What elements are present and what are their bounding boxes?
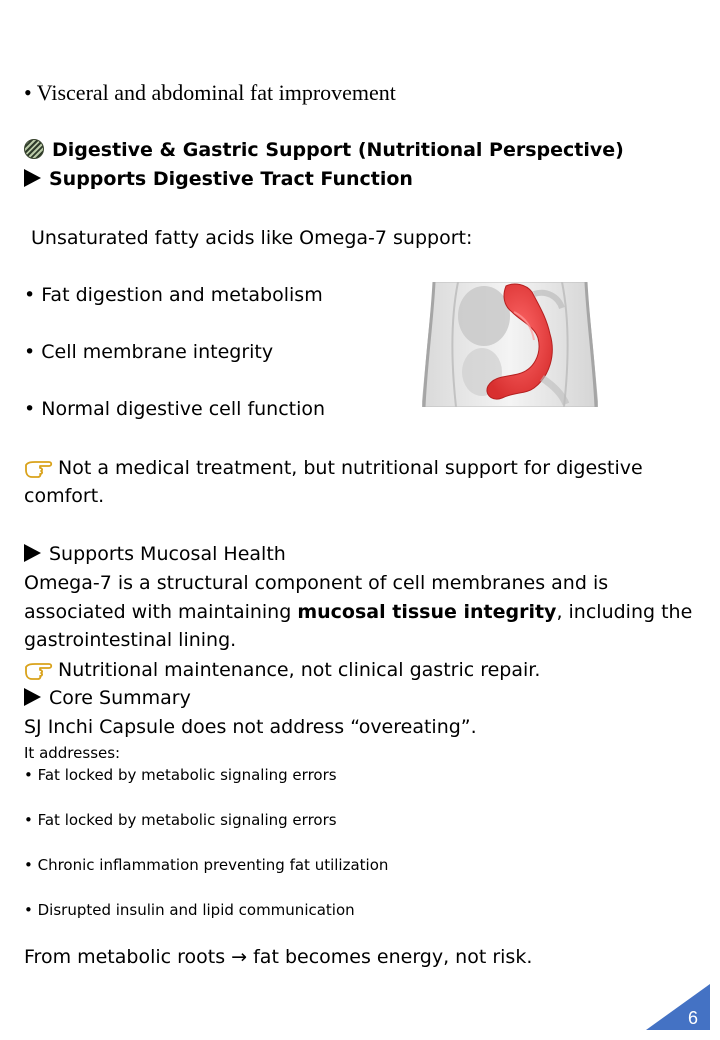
stomach-illustration [422,282,598,407]
support-bullet-2: • Cell membrane integrity [24,341,274,363]
summary-bullet-3: • Chronic inflammation preventing fat utilization [24,856,389,874]
intro-bullet: • Visceral and abdominal fat improvement [24,80,396,105]
textured-circle-icon [24,139,44,159]
note-2: Nutritional maintenance, not clinical gastric repair. [24,658,540,681]
support-bullet-1: • Fat digestion and metabolism [24,284,323,306]
closing-statement: From metabolic roots → fat becomes energy, not risk. [24,946,533,968]
note-1-line-2: comfort. [24,485,105,507]
summary-line-1: SJ Inchi Capsule does not address “overeating”. [24,716,477,738]
support-bullet-3: • Normal digestive cell function [24,398,326,420]
section-subtitle: Supports Digestive Tract Function [24,168,413,190]
summary-bullet-4: • Disrupted insulin and lipid communication [24,901,355,919]
mucosal-heading: Supports Mucosal Health [24,543,286,565]
triangle-bullet-icon [24,688,41,706]
summary-bullet-2: • Fat locked by metabolic signaling errors [24,811,337,829]
section-title: Digestive & Gastric Support (Nutritional Perspective) [24,139,624,161]
mucosal-line-3: gastrointestinal lining. [24,629,237,651]
note-1-line-1: Not a medical treatment, but nutritional support for digestive [24,456,643,479]
summary-heading: Core Summary [24,687,191,709]
triangle-bullet-icon [24,544,41,562]
mucosal-line-1: Omega-7 is a structural component of cell membranes and is [24,572,609,594]
summary-line-2: It addresses: [24,744,121,762]
mucosal-emphasis: mucosal tissue integrity [297,601,557,623]
summary-bullet-1: • Fat locked by metabolic signaling errors [24,766,337,784]
page-number: 6 [688,1008,699,1028]
mucosal-line-2: associated with maintaining mucosal tissue integrity, including the [24,601,693,623]
pointing-hand-icon [24,456,54,478]
triangle-bullet-icon [24,169,41,187]
lead-text: Unsaturated fatty acids like Omega-7 support: [31,227,473,249]
page-number-badge [646,984,710,1030]
pointing-hand-icon [24,658,54,680]
